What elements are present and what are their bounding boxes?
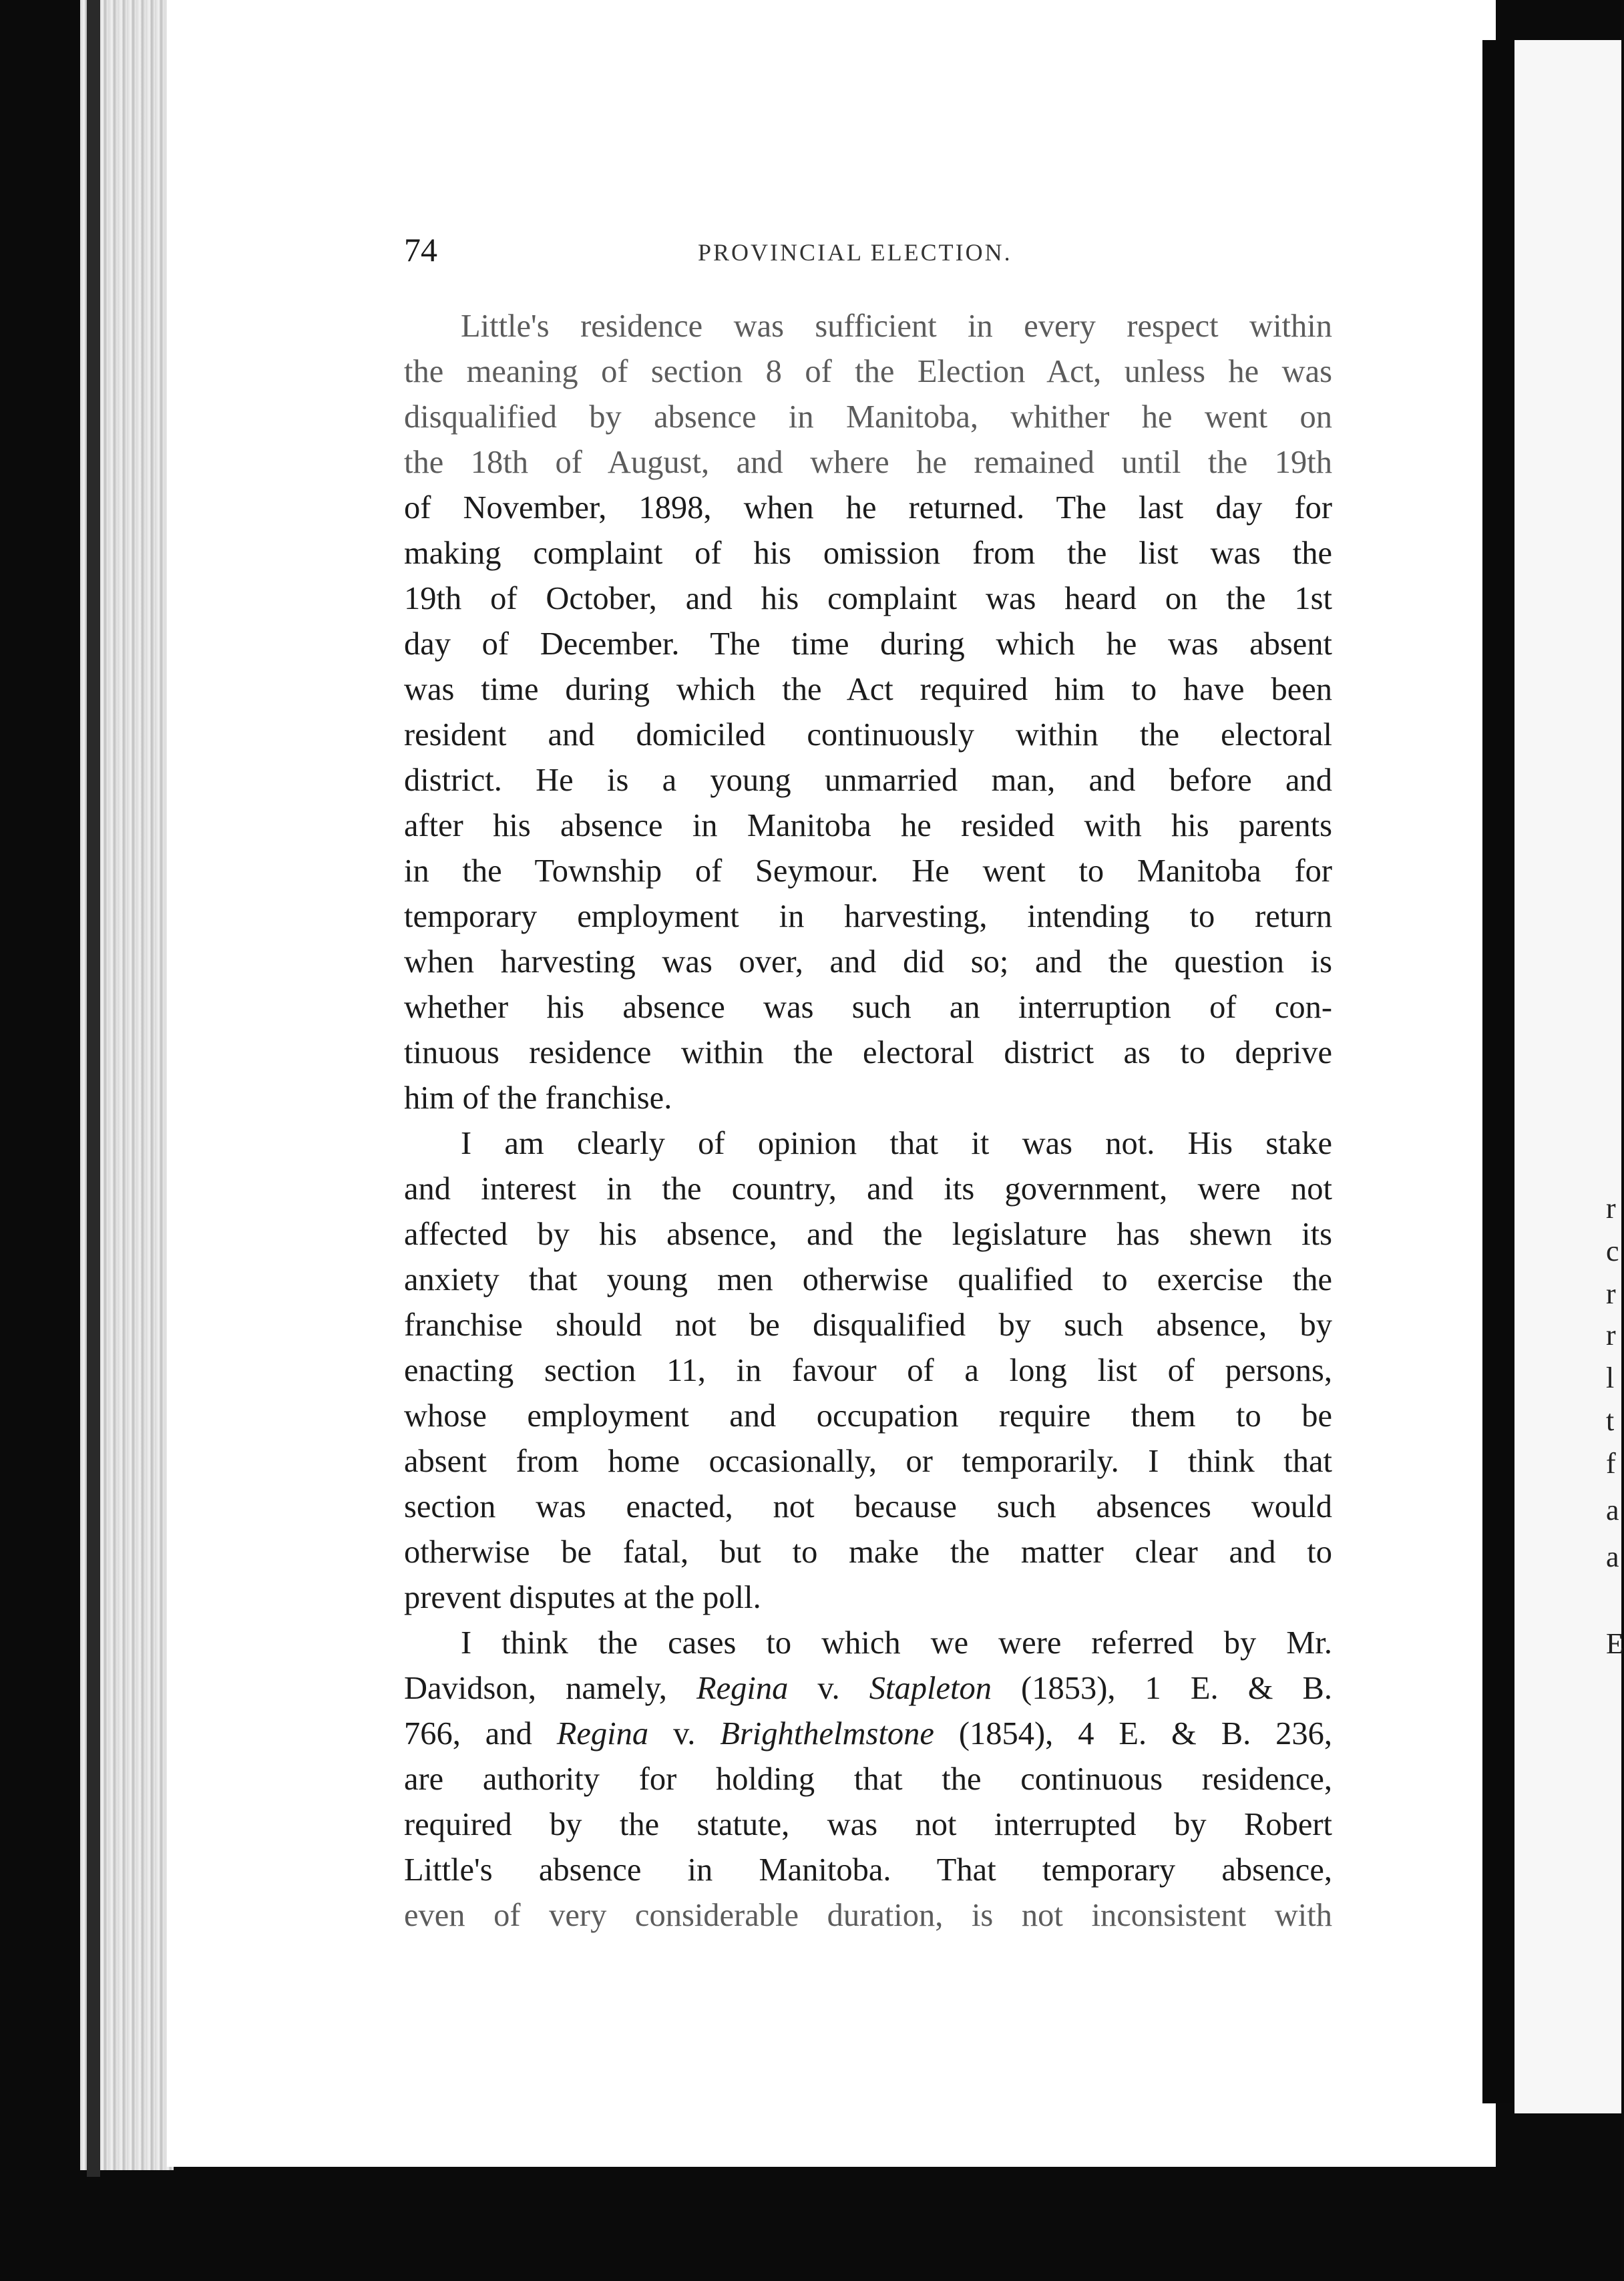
- text-line: are authority for holding that the continuous residence,: [404, 1761, 1332, 1797]
- text-line: Little's residence was sufficient in every respect within: [461, 308, 1332, 344]
- facing-page-fragment: c: [1606, 1235, 1619, 1267]
- binding-shadow: [87, 0, 100, 2177]
- facing-page-fragment: l: [1606, 1362, 1615, 1394]
- text-segment: v.: [817, 1671, 840, 1706]
- text-line: I am clearly of opinion that it was not. His stake: [461, 1126, 1332, 1161]
- text-line: anxiety that young men otherwise qualified to exercise the: [404, 1262, 1332, 1297]
- facing-page-fragment: a: [1606, 1540, 1619, 1573]
- text-line: franchise should not be disqualified by such absence, by: [404, 1307, 1332, 1343]
- text-line: [404, 1711, 1332, 1757]
- body-text: [404, 304, 1332, 1938]
- text-line: making complaint of his omission from the list was the: [404, 536, 1332, 571]
- case-name: Brighthelmstone: [720, 1716, 934, 1751]
- text-line: was time during which the Act required him to have been: [404, 672, 1332, 707]
- facing-page-edge: [1514, 40, 1624, 2113]
- gutter-shadow: [1482, 40, 1519, 2103]
- text-line: temporary employment in harvesting, intending to return: [404, 899, 1332, 934]
- text-line: after his absence in Manitoba he resided with his parents: [404, 808, 1332, 843]
- text-segment: v.: [673, 1716, 696, 1751]
- text-line: [404, 1666, 1332, 1711]
- text-line: section was enacted, not because such absences would: [404, 1489, 1332, 1524]
- text-segment: Davidson, namely,: [404, 1671, 667, 1706]
- text-line: and interest in the country, and its government, were not: [404, 1171, 1332, 1207]
- text-line: even of very considerable duration, is not inconsistent with: [404, 1898, 1332, 1933]
- text-line: absent from home occasionally, or temporarily. I think that: [404, 1444, 1332, 1479]
- text-segment: 766, and: [404, 1716, 532, 1751]
- facing-page-fragment: f: [1606, 1447, 1616, 1480]
- text-segment: (1853), 1 E. & B.: [1021, 1671, 1333, 1706]
- facing-page-fragment: a: [1606, 1494, 1619, 1526]
- case-name: Stapleton: [869, 1671, 992, 1706]
- text-line: enacting section 11, in favour of a long list of persons,: [404, 1353, 1332, 1388]
- case-name: Regina: [696, 1671, 789, 1706]
- text-segment: (1854), 4 E. & B. 236,: [958, 1716, 1333, 1751]
- text-line: of November, 1898, when he returned. The last day for: [404, 490, 1332, 526]
- facing-page-fragment: t: [1606, 1404, 1615, 1437]
- text-line: day of December. The time during which he was absent: [404, 626, 1332, 662]
- text-line: disqualified by absence in Manitoba, whither he went on: [404, 399, 1332, 435]
- text-line: affected by his absence, and the legislature has shewn its: [404, 1217, 1332, 1252]
- facing-page-fragment: r: [1606, 1192, 1616, 1225]
- page-header: [404, 230, 1336, 277]
- text-line: 19th of October, and his complaint was heard on the 1st: [404, 581, 1332, 616]
- text-line: when harvesting was over, and did so; and the question is: [404, 944, 1332, 980]
- text-line: I think the cases to which we were referred by Mr.: [461, 1625, 1332, 1661]
- text-line: the meaning of section 8 of the Election Act, unless he was: [404, 354, 1332, 389]
- facing-page-fragment: E: [1606, 1627, 1624, 1660]
- running-title: PROVINCIAL ELECTION.: [698, 239, 1012, 266]
- text-line: Little's absence in Manitoba. That temporary absence,: [404, 1852, 1332, 1888]
- facing-page-fragment: r: [1606, 1319, 1616, 1352]
- text-line: tinuous residence within the electoral district as to deprive: [404, 1035, 1332, 1070]
- text-line: in the Township of Seymour. He went to Manitoba for: [404, 853, 1332, 889]
- text-line: prevent disputes at the poll.: [404, 1580, 761, 1615]
- case-name: Regina: [556, 1716, 649, 1751]
- text-line: required by the statute, was not interrupted by Robert: [404, 1807, 1332, 1842]
- facing-page-fragment: r: [1606, 1277, 1616, 1310]
- text-line: him of the franchise.: [404, 1080, 672, 1116]
- text-line: resident and domiciled continuously within the electoral: [404, 717, 1332, 753]
- text-line: whose employment and occupation require them to be: [404, 1398, 1332, 1434]
- text-line: district. He is a young unmarried man, and before and: [404, 763, 1332, 798]
- page-number: 74: [404, 231, 437, 268]
- text-line: the 18th of August, and where he remained until the 19th: [404, 445, 1332, 480]
- text-line: whether his absence was such an interruption of con-: [404, 990, 1332, 1025]
- text-line: otherwise be fatal, but to make the matter clear and to: [404, 1534, 1332, 1570]
